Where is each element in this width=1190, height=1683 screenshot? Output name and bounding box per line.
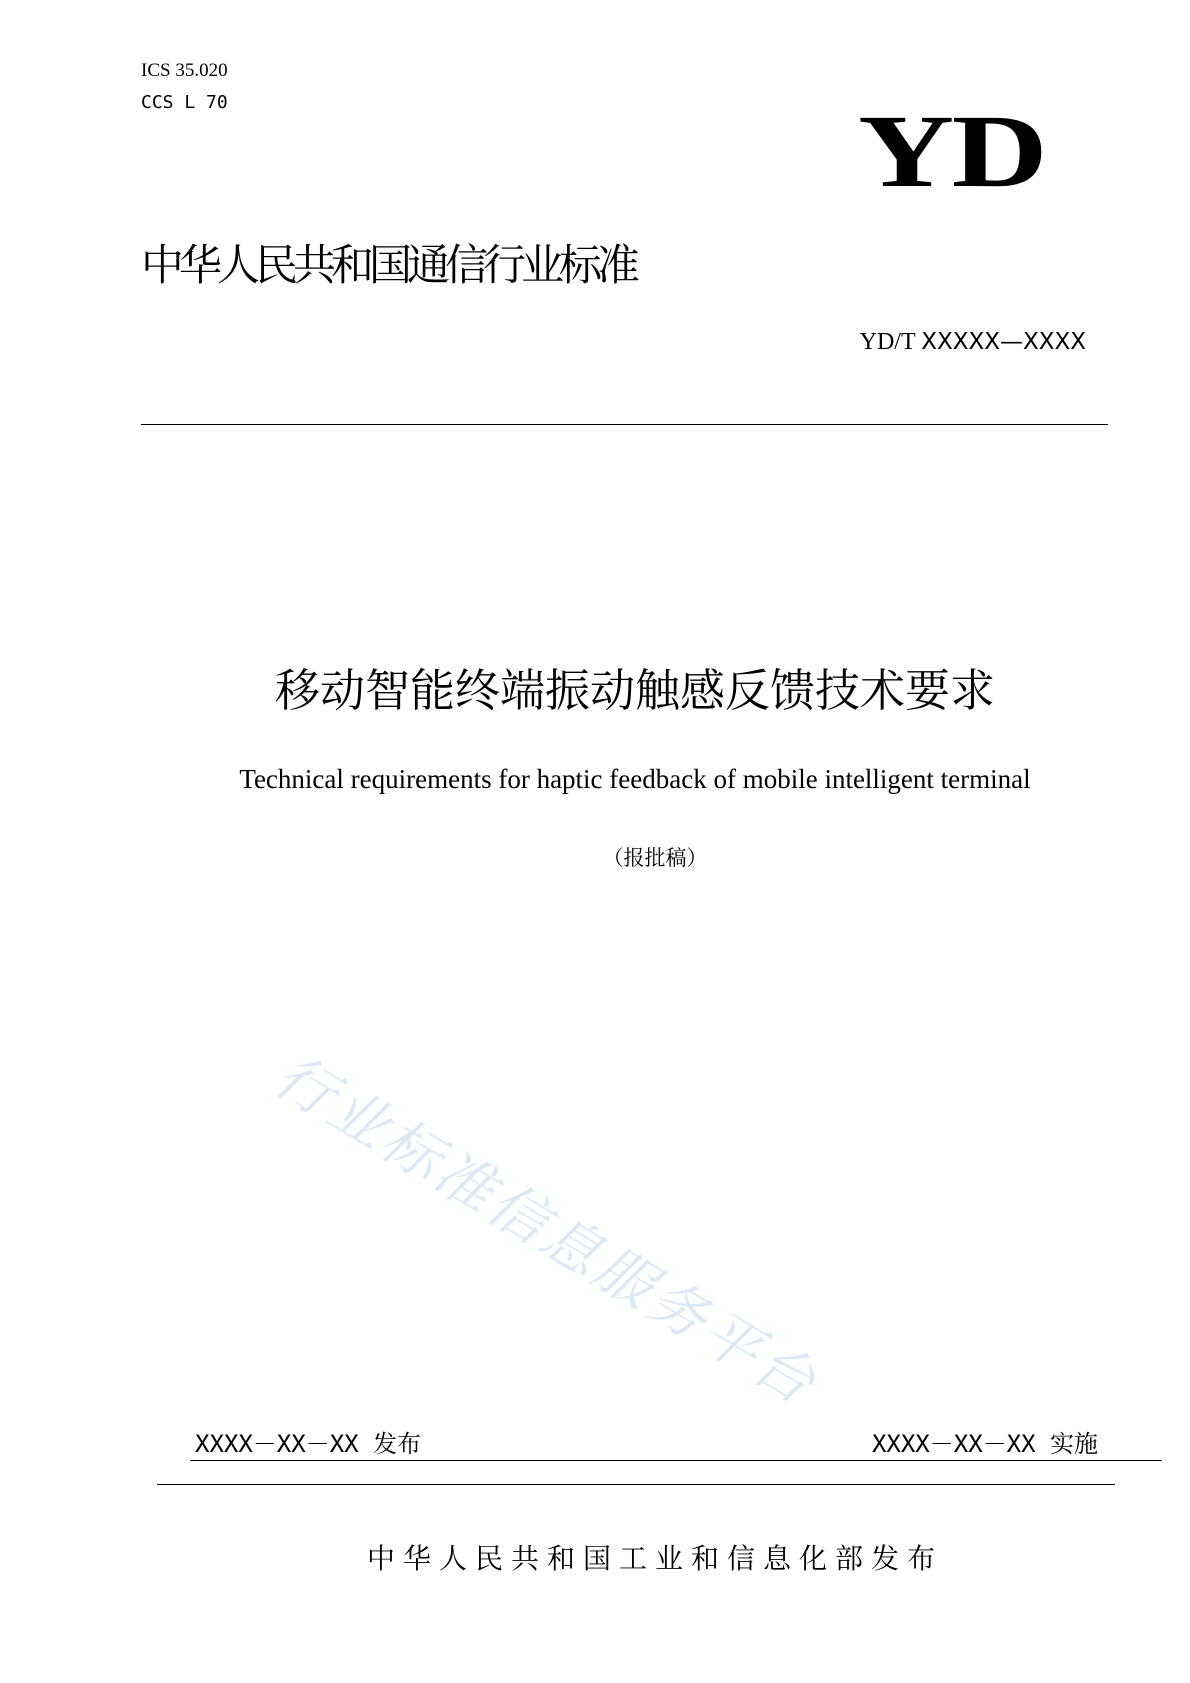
bottom-divider [157, 1484, 1115, 1485]
publisher: 中华人民共和国工业和信息化部发布 [366, 1542, 943, 1575]
ics-code: ICS 35.020 [141, 60, 228, 81]
yd-logo: YD [857, 94, 1045, 209]
issue-date-value: XXXX－XX－XX [195, 1430, 374, 1458]
document-title-english: Technical requirements for haptic feedback of mobile intelligent terminal [239, 764, 1031, 794]
effective-date [872, 1424, 1098, 1459]
date-divider [190, 1460, 1162, 1461]
issue-date [195, 1424, 421, 1459]
effective-date-value: XXXX－XX－XX [871, 1430, 1050, 1458]
standard-type: 中华人民共和国通信行业标准 [141, 241, 635, 291]
standard-code-number: XXXXX—XXXX [921, 329, 1086, 355]
watermark: 行业标准信息服务平台 [263, 1041, 830, 1419]
ccs-code: CCS L 70 [141, 92, 228, 113]
standard-code [860, 327, 1086, 356]
top-divider [141, 424, 1108, 425]
issue-date-label: 发布 [373, 1430, 422, 1458]
document-title-chinese: 移动智能终端振动触感反馈技术要求 [274, 664, 995, 717]
draft-status: （报批稿） [602, 846, 708, 870]
effective-date-label: 实施 [1050, 1430, 1098, 1458]
standard-code-prefix: YD/T [859, 329, 922, 355]
